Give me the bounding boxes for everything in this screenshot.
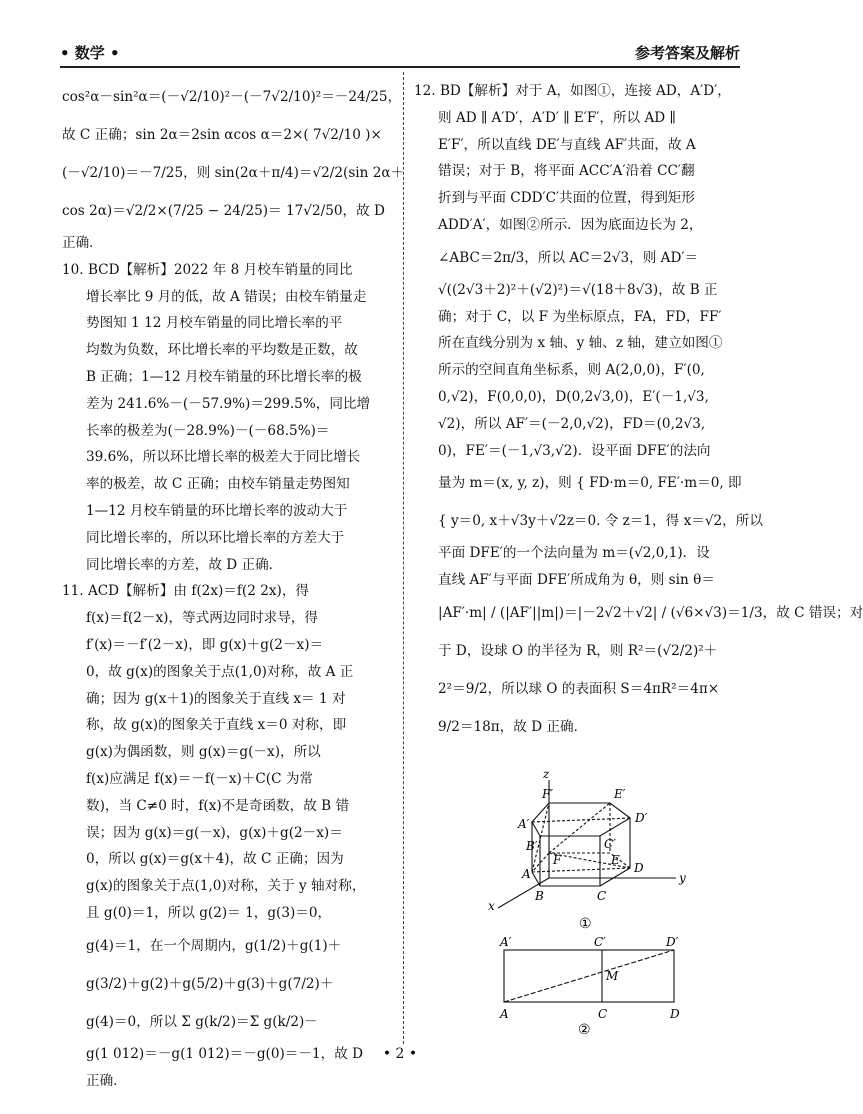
text-line: { y＝0, x＋√3y＋√2z＝0. 令 z＝1，得 x＝√2，所以 xyxy=(438,513,763,530)
text-line: f(x)应满足 f(x)＝－f(－x)＋C(C 为常 xyxy=(86,770,314,787)
subject-label: • 数学 • xyxy=(60,44,120,62)
text-line: 0，故 g(x)的图象关于点(1,0)对称，故 A 正 xyxy=(86,663,354,680)
text-line: 同比增长率的，所以环比增长率的方差大于 xyxy=(86,529,345,546)
label-z: z xyxy=(543,767,550,781)
text-line: 差为 241.6%－(－57.9%)＝299.5%，同比增 xyxy=(86,395,371,412)
edge xyxy=(600,868,630,886)
text-line: 确；对于 C，以 F 为坐标原点，FA，FD，FF′ xyxy=(438,308,722,325)
text-line: 10. BCD【解析】2022 年 8 月校车销量的同比 xyxy=(62,261,353,278)
label-A: A xyxy=(522,867,531,881)
edge xyxy=(532,868,630,872)
column-divider xyxy=(403,72,404,1044)
text-line: 折到与平面 CDD′C′共面的位置，得到矩形 xyxy=(438,190,695,207)
label-A: A xyxy=(500,1007,509,1021)
label-C1: C′ xyxy=(604,837,616,851)
text-line: |AF′·m| / (|AF′||m|)＝|－2√2＋√2| / (√6×√3)＝1/3，故 C 错误；对 xyxy=(438,604,863,621)
left-column xyxy=(62,78,405,1094)
text-line: 称，故 g(x)的图象关于直线 x＝0 对称，即 xyxy=(86,717,347,734)
label-M: M xyxy=(606,969,619,983)
text-line: 39.6%，所以环比增长率的极差大于同比增长 xyxy=(86,449,361,466)
text-line: 则 AD ∥ A′D′，A′D′ ∥ E′F′，所以 AD ∥ xyxy=(438,109,676,126)
text-line: g(3/2)＋g(2)＋g(5/2)＋g(3)＋g(7/2)＋ xyxy=(86,975,334,992)
text-line: ∠ABC＝2π/3，所以 AC＝2√3，则 AD′＝ xyxy=(438,249,699,266)
label-D1: D′ xyxy=(666,935,679,949)
text-line: 长率的极差为(－28.9%)－(－68.5%)＝ xyxy=(86,422,330,439)
text-line: 增长率比 9 月的低，故 A 错误；由校车销量走 xyxy=(86,288,367,305)
text-line: 12. BD【解析】对于 A，如图①，连接 AD，A′D′， xyxy=(414,83,731,99)
page-number: • 2 • xyxy=(382,1046,418,1062)
label-A1: A′ xyxy=(518,817,530,831)
top-face xyxy=(532,803,630,836)
text-line: g(4)＝1，在一个周期内，g(1/2)＋g(1)＋ xyxy=(86,937,342,954)
text-line: cos 2α)＝√2/2×(7/25 − 24/25)＝ 17√2/50，故 D xyxy=(62,203,385,219)
text-line: 平面 DFE′的一个法向量为 m＝(√2,0,1)．设 xyxy=(438,545,710,562)
label-C: C xyxy=(598,1007,608,1021)
figure-1-caption: ① xyxy=(579,916,592,932)
text-line: f(x)＝f(2－x)，等式两边同时求导，得 xyxy=(86,610,318,627)
text-line: 2²＝9/2，所以球 O 的表面积 S＝4πR²＝4π× xyxy=(438,680,720,697)
label-x: x xyxy=(488,899,495,913)
text-line: ADD′A′，如图②所示．因为底面边长为 2， xyxy=(438,216,703,233)
label-B1: B′ xyxy=(526,839,538,853)
text-line: √2)，所以 AF′＝(－2,0,√2)，FD＝(0,2√3, xyxy=(438,415,706,432)
text-line: 11. ACD【解析】由 f(2x)＝f(2 2x)，得 xyxy=(62,583,310,600)
text-line: √((2√3＋2)²＋(√2)²)＝√(18＋8√3)，故 B 正 xyxy=(438,281,718,298)
text-line: g(x)为偶函数，则 g(x)＝g(－x)，所以 xyxy=(86,744,321,761)
text-line: 且 g(0)＝1，所以 g(2)＝ 1，g(3)＝0， xyxy=(86,904,332,921)
edge xyxy=(532,818,630,822)
text-line: 9/2＝18π，故 D 正确． xyxy=(438,718,588,735)
section-title: 参考答案及解析 xyxy=(634,44,740,62)
text-line: B 正确；1—12 月校车销量的环比增长率的极 xyxy=(86,368,362,385)
text-line: 所示的空间直角坐标系，则 A(2,0,0)，F′(0, xyxy=(438,362,705,379)
edge xyxy=(549,803,610,853)
text-line: 直线 AF′与平面 DFE′所成角为 θ，则 sin θ＝ xyxy=(438,572,715,589)
text-line: 误；因为 g(x)＝g(－x)，g(x)＋g(2－x)＝ xyxy=(86,824,343,841)
text-line: E′F′，所以直线 DE′与直线 AF′共面，故 A xyxy=(438,136,696,153)
text-line: g(1 012)＝－g(1 012)＝－g(0)＝－1，故 D xyxy=(86,1045,364,1062)
text-line: 数)，当 C≠0 时，f(x)不是奇函数，故 B 错 xyxy=(86,797,350,814)
figure-2-caption: ② xyxy=(578,1022,591,1038)
text-line: g(4)＝0，所以 Σ g(k/2)＝Σ g(k/2)－ xyxy=(86,1013,318,1030)
text-line: f′(x)＝－f′(2－x)，即 g(x)＋g(2－x)＝ xyxy=(86,636,324,653)
edge xyxy=(532,872,540,886)
text-line: 于 D，设球 O 的半径为 R，则 R²＝(√2/2)²＋ xyxy=(438,642,718,659)
text-line: 0)，FE′＝(－1,√3,√2)．设平面 DFE′的法向 xyxy=(438,442,711,459)
text-line: 0,√2)，F(0,0,0)，D(0,2√3,0)，E′(－1,√3, xyxy=(438,388,709,405)
text-line: 均数为负数，环比增长率的平均数是正数，故 xyxy=(86,342,358,359)
label-C1: C′ xyxy=(594,935,606,949)
text-line: 1—12 月校车销量的环比增长率的波动大于 xyxy=(86,502,348,519)
label-A1: A′ xyxy=(500,935,512,949)
text-line: g(x)的图象关于点(1,0)对称，关于 y 轴对称， xyxy=(86,878,366,895)
text-line: 正确． xyxy=(86,1072,127,1089)
label-y: y xyxy=(679,871,686,885)
text-line: 所在直线分别为 x 轴、y 轴、z 轴，建立如图① xyxy=(438,335,723,352)
text-line: 同比增长率的方差，故 D 正确． xyxy=(86,556,283,573)
figure-1-prism xyxy=(480,768,700,936)
page-header xyxy=(60,40,740,68)
text-line: 量为 m＝(x, y, z)，则 { FD·m＝0, FE′·m＝0, 即 xyxy=(438,475,742,492)
label-F: F xyxy=(553,853,562,867)
text-line: 势图知 1 12 月校车销量的同比增长率的平 xyxy=(86,315,343,332)
text-line: 0，所以 g(x)＝g(x＋4)，故 C 正确；因为 xyxy=(86,851,344,868)
text-line: 率的极差，故 C 正确；由校车销量走势图知 xyxy=(86,476,350,493)
figure-2-rectangle xyxy=(490,936,690,1036)
right-column xyxy=(414,78,863,746)
text-line: 错误；对于 B，将平面 ACC′A′沿着 CC′翻 xyxy=(438,163,695,180)
text-line: cos²α－sin²α＝(－√2/10)²－(－7√2/10)²＝－24/25， xyxy=(62,89,402,105)
segment-AD1 xyxy=(504,950,674,1002)
text-line: 确；因为 g(x＋1)的图象关于直线 x＝ 1 对 xyxy=(86,690,346,707)
text-line: 故 C 正确；sin 2α＝2sin αcos α＝2×( 7√2/10 )× xyxy=(62,127,382,143)
label-E: E xyxy=(611,853,620,867)
text-line: (－√2/10)＝－7/25，则 sin(2α＋π/4)＝√2/2(sin 2α＋ xyxy=(62,165,405,181)
label-B: B xyxy=(535,889,544,903)
label-F1: F′ xyxy=(542,787,554,801)
label-D: D xyxy=(634,861,644,875)
label-C: C xyxy=(597,889,607,903)
label-D1: D′ xyxy=(635,811,648,825)
label-D: D xyxy=(670,1007,680,1021)
label-E1: E′ xyxy=(614,787,626,801)
text-line: 正确． xyxy=(62,235,103,251)
